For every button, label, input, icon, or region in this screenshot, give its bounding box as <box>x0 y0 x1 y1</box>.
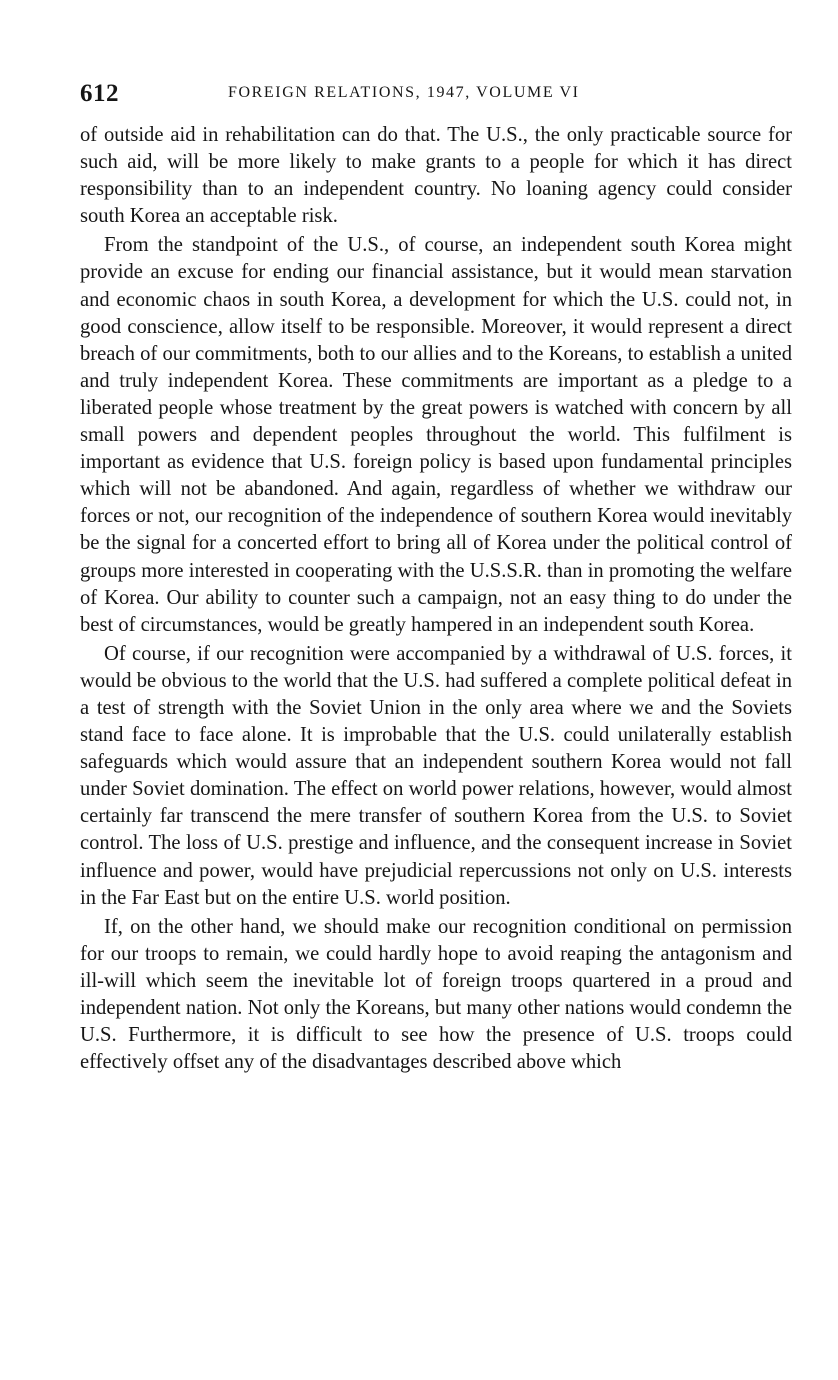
paragraph-2: From the standpoint of the U.S., of course, an independent south Korea might provide an excuse for ending our financial assistance, but it would mean starvation and economic chaos in south Korea, a development for which the U.S. could not, in good conscience, allow itself to be responsible. Moreover, it would represent a direct breach of our commitments, both to our allies and to the Koreans, to establish a united and truly independent Korea. These commitments are important as a pledge to a liberated people whose treatment by the great powers is watched with concern by all small powers and dependent peoples throughout the world. This fulfilment is important as evidence that U.S. foreign policy is based upon fundamental principles which will not be abandoned. And again, regardless of whether we withdraw our forces or not, our recognition of the independence of southern Korea would inevitably be the signal for a concerted effort to bring all of Korea under the political control of groups more interested in cooperating with the U.S.S.R. than in promoting the welfare of Korea. Our ability to counter such a campaign, not an easy thing to do under the best of circumstances, would be greatly hampered in an independent south Korea. <box>80 234 792 636</box>
page-number: 612 <box>80 80 119 107</box>
paragraph-3: Of course, if our recognition were accompanied by a withdrawal of U.S. forces, it would be obvious to the world that the U.S. had suffered a complete political defeat in a test of strength with the Soviet Union in the only area where we and the Soviets stand face to face alone. It is improbable that the U.S. could unilaterally establish safeguards which would assure that an independent southern Korea would not fall under Soviet domination. The effect on world power relations, however, would almost certainly far transcend the mere transfer of southern Korea from the U.S. to Soviet control. The loss of U.S. prestige and influence, and the consequent increase in Soviet influence and power, would have prejudicial repercussions not only on U.S. interests in the Far East but on the entire U.S. world position. <box>80 642 792 909</box>
running-head: FOREIGN RELATIONS, 1947, VOLUME VI <box>228 84 580 101</box>
paragraph-4: If, on the other hand, we should make our recognition conditional on permission for our troops to remain, we could hardly hope to avoid reaping the antagonism and ill-will which seem the inevitable lot of foreign troops quartered in a proud and independent nation. Not only the Koreans, but many other nations would condemn the U.S. Furthermore, it is difficult to see how the presence of U.S. troops could effectively offset any of the disadvantages described above which <box>80 915 792 1074</box>
body-text <box>80 122 792 1076</box>
paragraph-1: of outside aid in rehabilitation can do that. The U.S., the only practicable source for such aid, will be more likely to make grants to a people for which it has direct responsibility than to an independent country. No loaning agency could consider south Korea an acceptable risk. <box>80 124 792 228</box>
page-header <box>80 80 792 112</box>
